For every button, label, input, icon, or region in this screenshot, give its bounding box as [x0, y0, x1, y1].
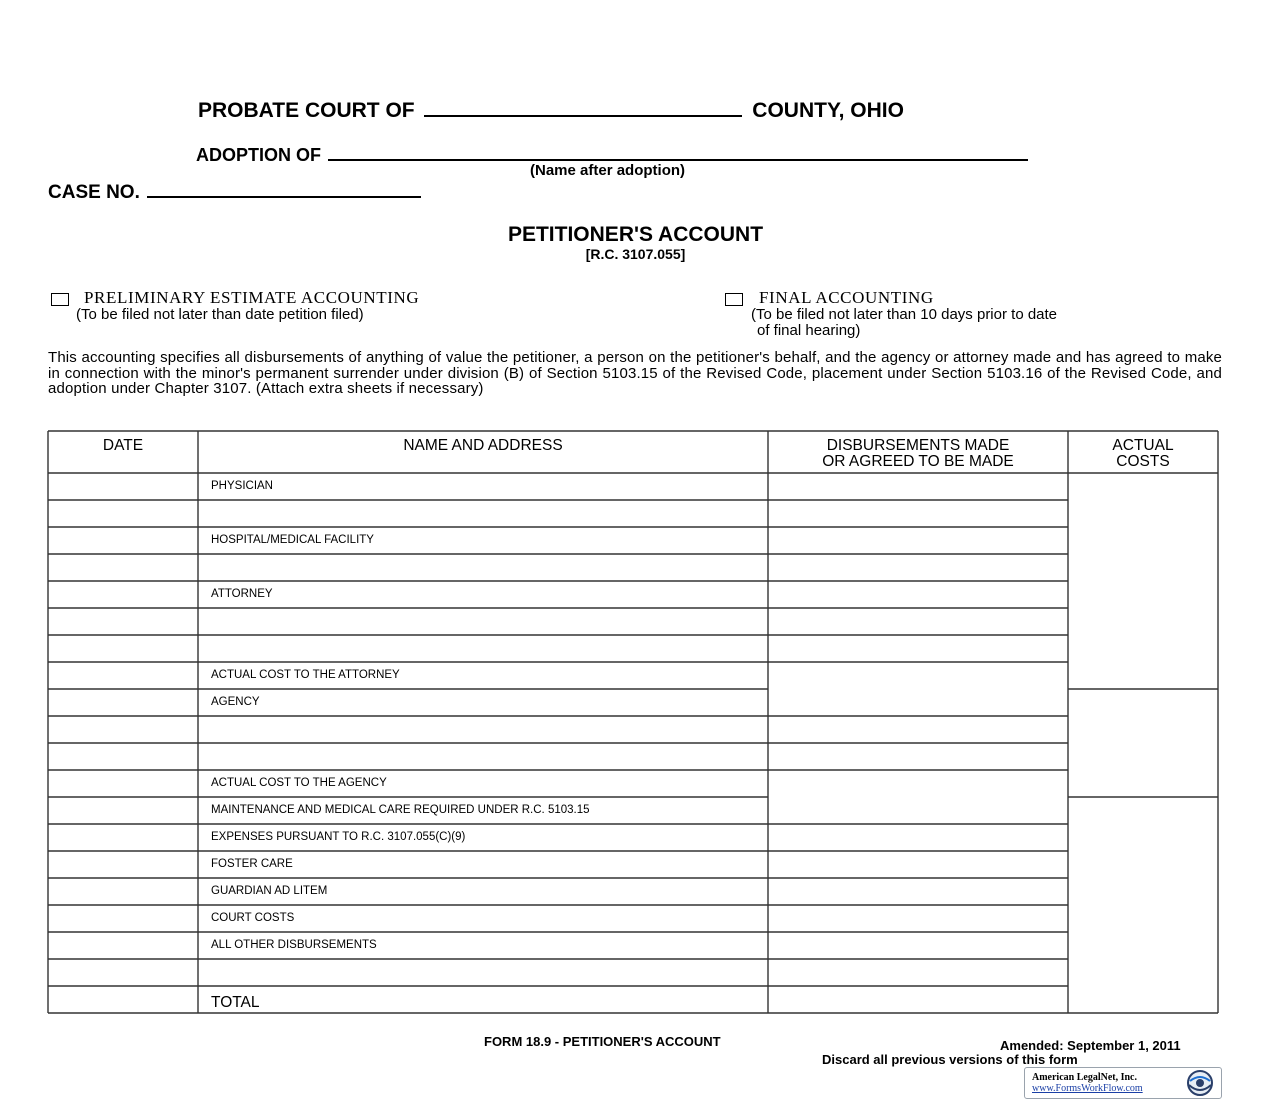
total-label: TOTAL	[211, 994, 260, 1011]
row-label: HOSPITAL/MEDICAL FACILITY	[211, 534, 374, 546]
header-actual-line1: ACTUAL	[1112, 437, 1174, 454]
row-label: FOSTER CARE	[211, 858, 293, 870]
row-label: ALL OTHER DISBURSEMENTS	[211, 939, 377, 951]
company-logo	[1024, 1067, 1222, 1099]
row-label: EXPENSES PURSUANT TO R.C. 3107.055(C)(9)	[211, 831, 466, 843]
header-disbursements-line1: DISBURSEMENTS MADE	[826, 437, 1010, 454]
adoption-label: ADOPTION OF	[196, 145, 321, 165]
final-label: FINAL ACCOUNTING	[759, 288, 934, 307]
header-date: DATE	[102, 437, 144, 454]
row-label: ATTORNEY	[211, 588, 273, 600]
court-prefix: PROBATE COURT OF	[198, 99, 415, 122]
header-name-address: NAME AND ADDRESS	[403, 437, 563, 454]
court-suffix: COUNTY, OHIO	[752, 99, 904, 122]
form-name: FORM 18.9 - PETITIONER'S ACCOUNT	[484, 1034, 721, 1049]
logo-company-name: American LegalNet, Inc.	[1032, 1072, 1137, 1083]
logo-url: www.FormsWorkFlow.com	[1032, 1083, 1143, 1094]
row-label: MAINTENANCE AND MEDICAL CARE REQUIRED UNDER R.C. 5103.15	[211, 804, 590, 816]
final-note-line2: of final hearing)	[757, 322, 861, 339]
header-actual-line2: COSTS	[1116, 453, 1170, 470]
case-label: CASE NO.	[48, 182, 140, 203]
row-label: COURT COSTS	[211, 912, 295, 924]
row-label: GUARDIAN AD LITEM	[211, 885, 328, 897]
amended-date: Amended: September 1, 2011	[1000, 1038, 1181, 1053]
header-disbursements-line2: OR AGREED TO BE MADE	[822, 453, 1014, 470]
adoption-note: (Name after adoption)	[530, 162, 686, 179]
discard-note: Discard all previous versions of this form	[822, 1052, 1078, 1067]
row-label: PHYSICIAN	[211, 480, 273, 492]
preliminary-note: (To be filed not later than date petition filed)	[76, 306, 364, 323]
final-note-line1: (To be filed not later than 10 days prior to date	[751, 306, 1058, 323]
globe-icon	[1182, 1069, 1218, 1097]
statute-reference: [R.C. 3107.055]	[585, 246, 686, 262]
page-title: PETITIONER'S ACCOUNT	[507, 223, 764, 246]
preliminary-label: PRELIMINARY ESTIMATE ACCOUNTING	[84, 288, 420, 307]
row-label: ACTUAL COST TO THE AGENCY	[211, 777, 387, 789]
row-label: ACTUAL COST TO THE ATTORNEY	[211, 669, 400, 681]
intro-paragraph: This accounting specifies all disbursements of anything of value the petitioner, a person on the petitioner's behalf, and the agency or attorney made and has agreed to make in connection with the minor's permanent surrender under division (B) of Section 5103.15 of the Revised Code, placement under Section 5103.16 of the Revised Code, and adoption under Chapter 3107. (Attach extra sheets if necessary)	[48, 349, 1222, 398]
row-label: AGENCY	[211, 696, 260, 708]
